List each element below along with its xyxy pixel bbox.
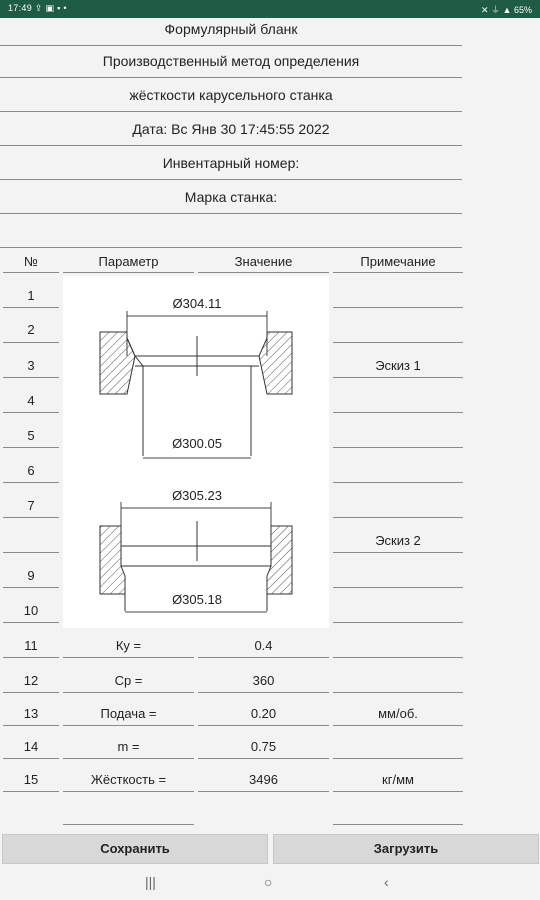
machine-brand-label[interactable]: Марка станка:	[0, 180, 462, 214]
notification-icons: ⇪ ▣ ▪ •	[34, 3, 67, 13]
back-icon[interactable]: ‹	[384, 874, 389, 890]
note-cell: мм/об.	[333, 706, 463, 726]
form-subtitle-1: Производственный метод определения	[0, 44, 462, 78]
param-label: Ку =	[63, 638, 194, 658]
navigation-bar	[0, 866, 540, 900]
note-cell	[333, 603, 463, 623]
row-number: 11	[3, 638, 59, 658]
recents-icon[interactable]: |||	[145, 874, 156, 890]
note-cell	[333, 393, 463, 413]
status-time: 17:49	[8, 3, 33, 13]
row-number: 6	[3, 463, 59, 483]
value-field[interactable]: 3496	[198, 772, 329, 792]
form-title: Формулярный бланк	[0, 12, 462, 46]
sketch1-note: Эскиз 1	[333, 358, 463, 378]
row-number: 15	[3, 772, 59, 792]
note-cell	[333, 322, 463, 343]
blank-line	[333, 808, 463, 825]
battery-level: 65%	[513, 5, 532, 15]
sketch1-figure	[100, 296, 292, 458]
load-button[interactable]: Загрузить	[273, 834, 539, 864]
col-header-param: Параметр	[63, 254, 194, 273]
note-cell	[333, 638, 463, 658]
row-number-blank	[3, 536, 59, 553]
row-number: 12	[3, 673, 59, 693]
form-date: Дата: Вс Янв 30 17:45:55 2022	[0, 112, 462, 146]
status-right-group	[481, 3, 532, 16]
param-label: Подача =	[63, 706, 194, 726]
value-field[interactable]: 0.75	[198, 739, 329, 759]
param-label: Ср =	[63, 673, 194, 693]
row-number: 2	[3, 322, 59, 343]
home-icon[interactable]: ○	[264, 874, 273, 890]
note-cell	[333, 428, 463, 448]
sketch2-top-dim: Ø305.23	[172, 488, 222, 503]
note-cell	[333, 288, 463, 308]
sketch2-bottom-dim: Ø305.18	[172, 592, 222, 607]
sketch-drawing	[63, 276, 329, 628]
form-sheet	[0, 18, 540, 834]
row-number: 4	[3, 393, 59, 413]
note-cell	[333, 673, 463, 693]
param-label: Жёсткость =	[63, 772, 194, 792]
row-number: 10	[3, 603, 59, 623]
sketch-panel	[63, 276, 329, 628]
note-cell	[333, 463, 463, 483]
sketch2-note: Эскиз 2	[333, 533, 463, 553]
sketch1-top-dim: Ø304.11	[172, 296, 222, 311]
inventory-number-label[interactable]: Инвентарный номер:	[0, 146, 462, 180]
sketch1-bottom-dim: Ø300.05	[172, 436, 222, 451]
value-field[interactable]: 0.20	[198, 706, 329, 726]
blank-line	[63, 808, 194, 825]
col-header-no: №	[3, 254, 59, 273]
note-cell	[333, 739, 463, 759]
blank-header-line	[0, 214, 462, 248]
col-header-value: Значение	[198, 254, 329, 273]
signal-icons: ✕ ⏚ ▲	[481, 5, 512, 15]
row-number: 9	[3, 568, 59, 588]
row-number: 5	[3, 428, 59, 448]
row-number: 14	[3, 739, 59, 759]
save-button[interactable]: Сохранить	[2, 834, 268, 864]
form-subtitle-2: жёсткости карусельного станка	[0, 78, 462, 112]
col-header-note: Примечание	[333, 254, 463, 273]
note-cell: кг/мм	[333, 772, 463, 792]
row-number: 1	[3, 288, 59, 308]
value-field[interactable]: 0.4	[198, 638, 329, 658]
value-field[interactable]: 360	[198, 673, 329, 693]
row-number: 3	[3, 358, 59, 378]
note-cell	[333, 568, 463, 588]
param-label: m =	[63, 739, 194, 759]
note-cell	[333, 498, 463, 518]
row-number: 7	[3, 498, 59, 518]
row-number: 13	[3, 706, 59, 726]
sketch2-figure	[100, 488, 292, 612]
